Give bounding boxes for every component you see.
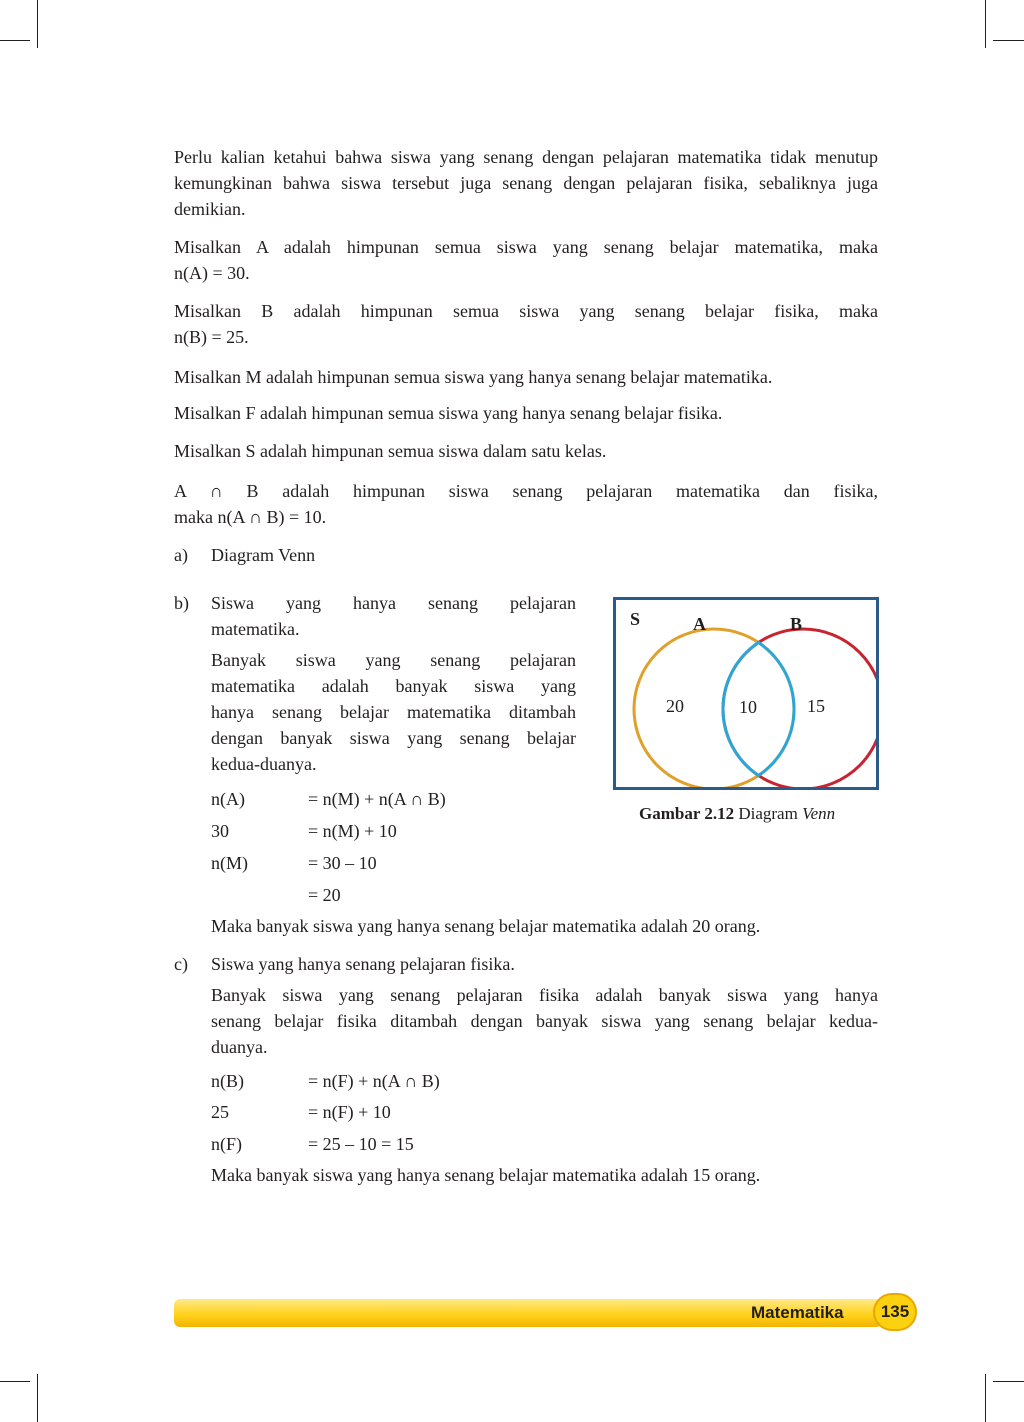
section-c-desc-line: Banyak siswa yang senang pelajaran fisika adalah banyak siswa yang hanya xyxy=(211,985,878,1005)
section-b-desc-line: Banyak siswa yang senang pelajaran xyxy=(211,650,576,670)
only-a-value: 20 xyxy=(666,696,684,716)
definition-m-text: Misalkan M adalah himpunan semua siswa yang hanya senang belajar matematika. xyxy=(174,367,773,387)
section-b-desc-line: dengan banyak siswa yang senang belajar xyxy=(211,728,576,748)
section-c-desc-line: senang belajar fisika ditambah dengan banyak siswa yang senang belajar kedua- xyxy=(211,1011,878,1031)
crop-mark xyxy=(0,1381,30,1382)
caption-italic: Venn xyxy=(802,804,836,823)
equation-lhs: n(A) xyxy=(211,789,245,809)
definition-a-line1: Misalkan A adalah himpunan semua siswa yang senang belajar matematika, maka xyxy=(174,237,878,257)
equation-rhs: = 25 – 10 = 15 xyxy=(308,1134,414,1154)
section-c-conclusion: Maka banyak siswa yang hanya senang belajar matematika adalah 15 orang. xyxy=(211,1165,761,1185)
section-b-conclusion: Maka banyak siswa yang hanya senang belajar matematika adalah 20 orang. xyxy=(211,916,761,936)
set-a-label: A xyxy=(693,614,706,634)
crop-mark xyxy=(0,40,30,41)
definition-f xyxy=(174,400,878,426)
definition-f-text: Misalkan F adalah himpunan semua siswa yang hanya senang belajar fisika. xyxy=(174,403,723,423)
equation-rhs: = n(F) + 10 xyxy=(308,1102,391,1122)
section-b-label: b) xyxy=(174,593,189,613)
definition-s xyxy=(174,438,878,464)
equation-rhs: = n(F) + n(A ∩ B) xyxy=(308,1071,440,1091)
definition-b-line2: n(B) = 25. xyxy=(174,327,249,347)
equation-rhs: = 20 xyxy=(308,885,341,905)
crop-mark xyxy=(37,1374,38,1422)
section-a-label: a) xyxy=(174,545,188,565)
caption-number: Gambar 2.12 xyxy=(639,804,735,823)
crop-mark xyxy=(985,0,986,48)
section-b-description xyxy=(211,647,576,777)
crop-mark xyxy=(985,1374,986,1422)
set-b-label: B xyxy=(790,614,803,634)
page-number: 135 xyxy=(873,1293,917,1331)
figure-caption xyxy=(639,801,835,827)
crop-mark xyxy=(993,1381,1024,1382)
section-b-desc-line: matematika adalah banyak siswa yang xyxy=(211,676,576,696)
definition-a xyxy=(174,234,878,286)
only-b-value: 15 xyxy=(807,696,825,716)
equation-lhs: 30 xyxy=(211,821,229,841)
venn-svg xyxy=(616,600,876,787)
definition-intersection-line1: A ∩ B adalah himpunan siswa senang pelajaran matematika dan fisika, xyxy=(174,481,878,501)
equation-lhs: n(B) xyxy=(211,1071,244,1091)
section-c-desc-line: duanya. xyxy=(211,1037,268,1057)
crop-mark xyxy=(37,0,38,48)
caption-text: Diagram xyxy=(738,804,798,823)
equation-lhs: n(F) xyxy=(211,1134,242,1154)
crop-mark xyxy=(993,40,1024,41)
equation-rhs: = 30 – 10 xyxy=(308,853,377,873)
definition-b-line1: Misalkan B adalah himpunan semua siswa yang senang belajar fisika, maka xyxy=(174,301,878,321)
section-b-desc-line: hanya senang belajar matematika ditambah xyxy=(211,702,576,722)
definition-b xyxy=(174,298,878,350)
definition-intersection xyxy=(174,478,878,530)
section-b-title xyxy=(211,590,576,642)
definition-m xyxy=(174,364,878,390)
venn-diagram xyxy=(613,597,879,790)
section-c-label: c) xyxy=(174,954,188,974)
equation-rhs: = n(M) + 10 xyxy=(308,821,397,841)
equation-lhs: n(M) xyxy=(211,853,248,873)
definition-a-line2: n(A) = 30. xyxy=(174,263,250,283)
footer-title: Matematika xyxy=(751,1303,844,1322)
section-b-desc-line: kedua-duanya. xyxy=(211,754,317,774)
intro-text: Perlu kalian ketahui bahwa siswa yang senang dengan pelajaran matematika tidak menutup kemungkinan bahwa siswa tersebut juga senang dengan pelajaran fisika, sebaliknya juga demikian. xyxy=(174,147,878,219)
section-c-description xyxy=(211,982,878,1060)
equation-rhs: = n(M) + n(A ∩ B) xyxy=(308,789,446,809)
intersection-outline xyxy=(723,643,794,776)
section-b-title-line2: matematika. xyxy=(211,619,300,639)
section-c-title: Siswa yang hanya senang pelajaran fisika. xyxy=(211,954,515,974)
definition-intersection-line2: maka n(A ∩ B) = 10. xyxy=(174,507,327,527)
intersection-value: 10 xyxy=(739,697,757,717)
intro-paragraph xyxy=(174,144,878,222)
section-b-title-line1: Siswa yang hanya senang pelajaran xyxy=(211,593,576,613)
universe-label: S xyxy=(630,609,641,629)
definition-s-text: Misalkan S adalah himpunan semua siswa dalam satu kelas. xyxy=(174,441,607,461)
section-a-title: Diagram Venn xyxy=(211,545,316,565)
equation-lhs: 25 xyxy=(211,1102,229,1122)
